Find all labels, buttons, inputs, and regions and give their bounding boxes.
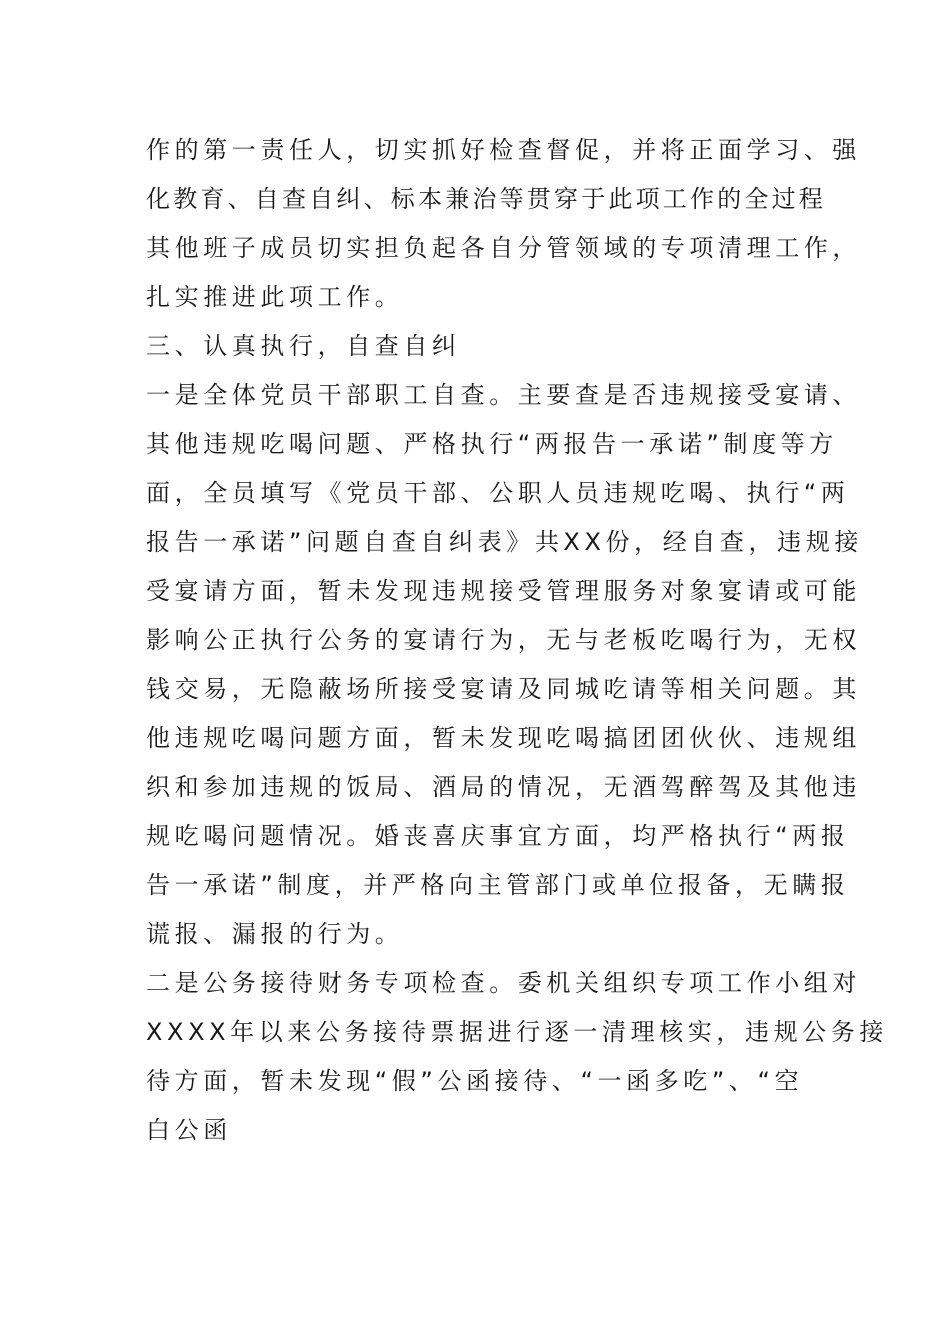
text-line: 规吃喝问题情况。婚丧喜庆事宜方面，均严格执行“两报: [146, 822, 850, 850]
text-line: 化教育、自查自纠、标本兼治等贯穿于此项工作的全过程: [146, 185, 826, 213]
text-line: 其他违规吃喝问题、严格执行“两报告一承诺”制度等方: [146, 430, 838, 458]
section-heading: 三、认真执行，自查自纠: [146, 332, 461, 360]
text-line: 谎报、漏报的行为。: [146, 920, 404, 948]
text-line: 二是公务接待财务专项检查。委机关组织专项工作小组对: [146, 969, 861, 997]
document-body: [146, 126, 888, 1155]
text-line: 报告一承诺”问题自查自纠表》共XX份，经自查，违规接: [146, 528, 863, 556]
text-line: 影响公正执行公务的宴请行为，无与老板吃喝行为，无权: [146, 626, 861, 654]
text-line: 织和参加违规的饭局、酒局的情况，无酒驾醉驾及其他违: [146, 773, 861, 801]
text-line: 受宴请方面，暂未发现违规接受管理服务对象宴请或可能: [146, 577, 861, 605]
text-line: 钱交易，无隐蔽场所接受宴请及同城吃请等相关问题。其: [146, 675, 861, 703]
text-line: 一是全体党员干部职工自查。主要查是否违规接受宴请、: [146, 381, 861, 409]
text-line: 待方面，暂未发现“假”公函接待、“一函多吃”、“空: [146, 1067, 804, 1095]
text-line: 扎实推进此项工作。: [146, 283, 404, 311]
text-line: 面，全员填写《党员干部、公职人员违规吃喝、执行“两: [146, 479, 850, 507]
text-line: 白公函: [146, 1116, 232, 1144]
text-line: 告一承诺”制度，并严格向主管部门或单位报备，无瞒报: [146, 871, 850, 899]
text-line: 他违规吃喝问题方面，暂未发现吃喝搞团团伙伙、违规组: [146, 724, 861, 752]
text-line: 其他班子成员切实担负起各自分管领域的专项清理工作，: [146, 234, 861, 262]
text-line: 作的第一责任人，切实抓好检查督促，并将正面学习、强: [146, 136, 861, 164]
text-line: XXXX年以来公务接待票据进行逐一清理核实，违规公务接: [146, 1018, 888, 1046]
